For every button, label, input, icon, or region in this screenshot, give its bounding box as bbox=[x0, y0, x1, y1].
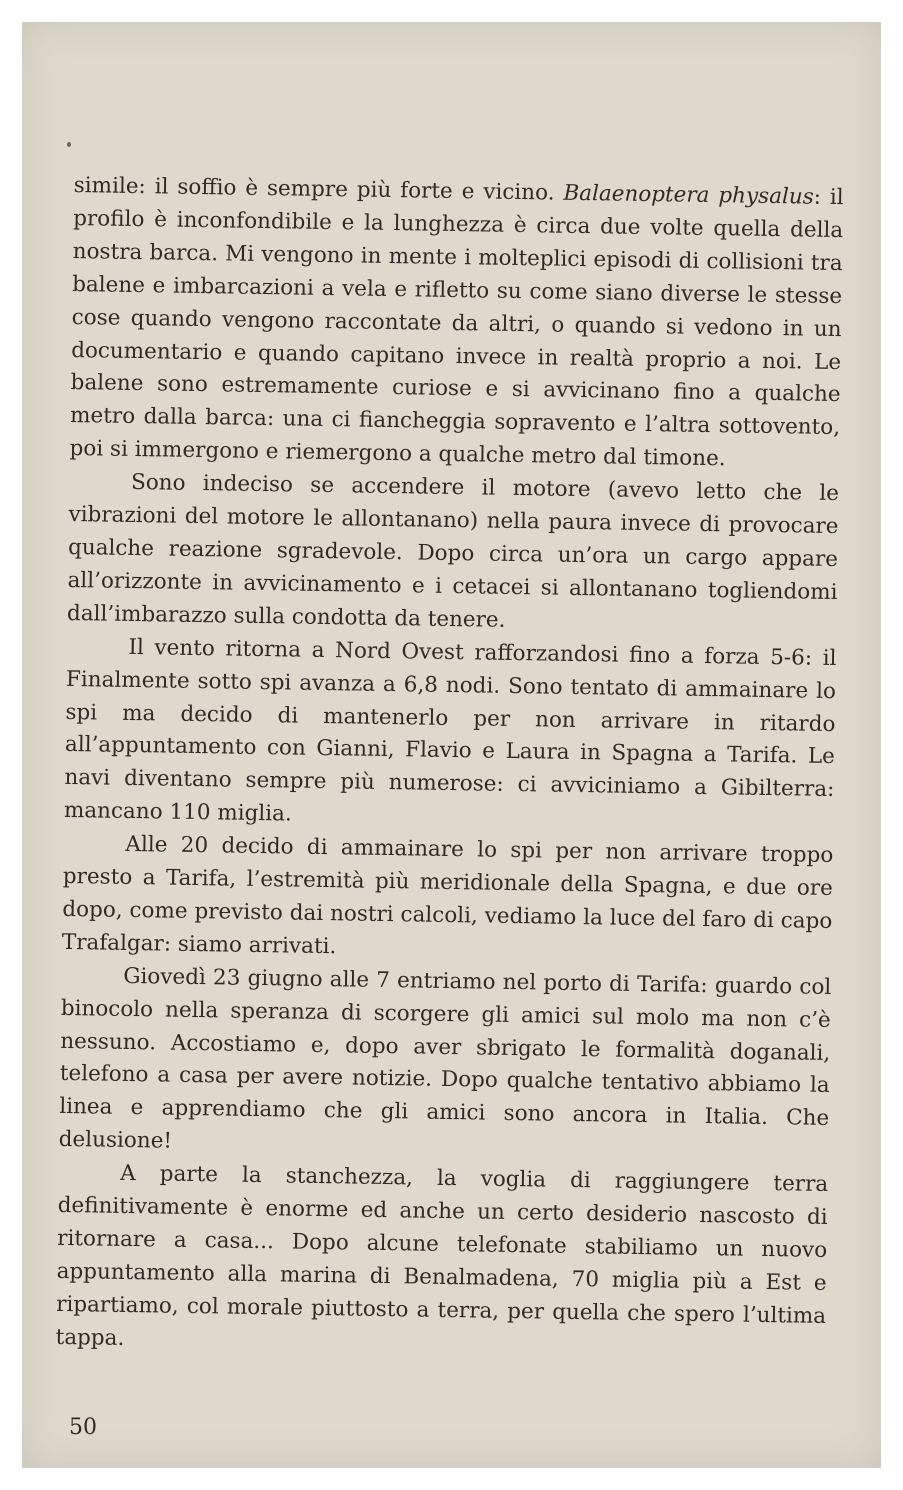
body-text bbox=[55, 170, 844, 1367]
page-number: 50 bbox=[69, 1415, 97, 1440]
ink-speck bbox=[67, 142, 71, 147]
paragraph-4: Alle 20 decido di ammainare lo spi per non arrivare troppo presto a Tarifa, l’estremità più meridionale della Spagna, e due ore dopo, come previsto dai nostri calcoli, vediamo la luce del faro di capo Trafalgar: siamo arrivati. bbox=[61, 832, 834, 960]
paragraph-1 bbox=[69, 170, 844, 478]
species-name-italic: Balaenoptera physalus bbox=[563, 180, 814, 210]
book-page bbox=[22, 22, 881, 1468]
paragraph-2: Sono indeciso se accendere il motore (avevo letto che le vibrazioni del motore le allontanano) nella paura invece di provocare qualche reazione sgradevole. Dopo circa un’ora un cargo appare all’orizzonte in avvicinamento e i cetacei si allontanano togliendomi dall’imbarazzo sulla condotta da tenere. bbox=[66, 470, 840, 633]
paragraph-6: A parte la stanchezza, la voglia di raggiungere terra definitivamente è enorme ed anche un certo desiderio nascosto di ritornare a casa... Dopo alcune telefonate stabiliamo un nuovo appuntamento alla marina di Benalmadena, 70 miglia più a Est e ripartiamo, col morale piuttosto a terra, per quella che spero l’ultima tappa. bbox=[55, 1161, 829, 1351]
paragraph-3: Il vento ritorna a Nord Ovest rafforzandosi fino a forza 5-6: il Finalmente sotto spi avanza a 6,8 nodi. Sono tentato di ammainare lo spi ma decido di mantenerlo per non arrivare in ritardo all’appuntamento con Gianni, Flavio e Laura in Spagna a Tarifa. Le navi diventano sempre più numerose: ci avviciniamo a Gibilterra: mancano 110 miglia. bbox=[63, 634, 837, 827]
paragraph-1-text-start: simile: il soffio è sempre più forte e vicino. bbox=[73, 172, 564, 206]
paragraph-1-text-end: : il profilo è inconfondibile e la lunghezza è circa due volte quella della nostra barca. Mi vengono in mente i molteplici episodi di collisioni tra balene e imbarcazioni a vela e rifletto su come siano diverse le stesse cose quando vengono raccontate da altri, o quando si vedono in un documentario e quando capitano invece in realtà proprio a noi. Le balene sono estremamente curiose e si avvicinano fino a qualche metro dalla barca: una ci fiancheggia sopravento e l’altra sottovento, poi si immergono e riemergono a qualche metro dal timone. bbox=[69, 184, 844, 472]
paragraph-5: Giovedì 23 giugno alle 7 entriamo nel porto di Tarifa: guardo col binocolo nella speranza di scorgere gli amici sul molo ma non c’è nessuno. Accostiamo e, dopo aver sbrigato le formalità doganali, telefono a casa per avere notizie. Dopo qualche tentativo abbiamo la linea e apprendiamo che gli amici sono ancora in Italia. Che delusione! bbox=[58, 963, 832, 1154]
